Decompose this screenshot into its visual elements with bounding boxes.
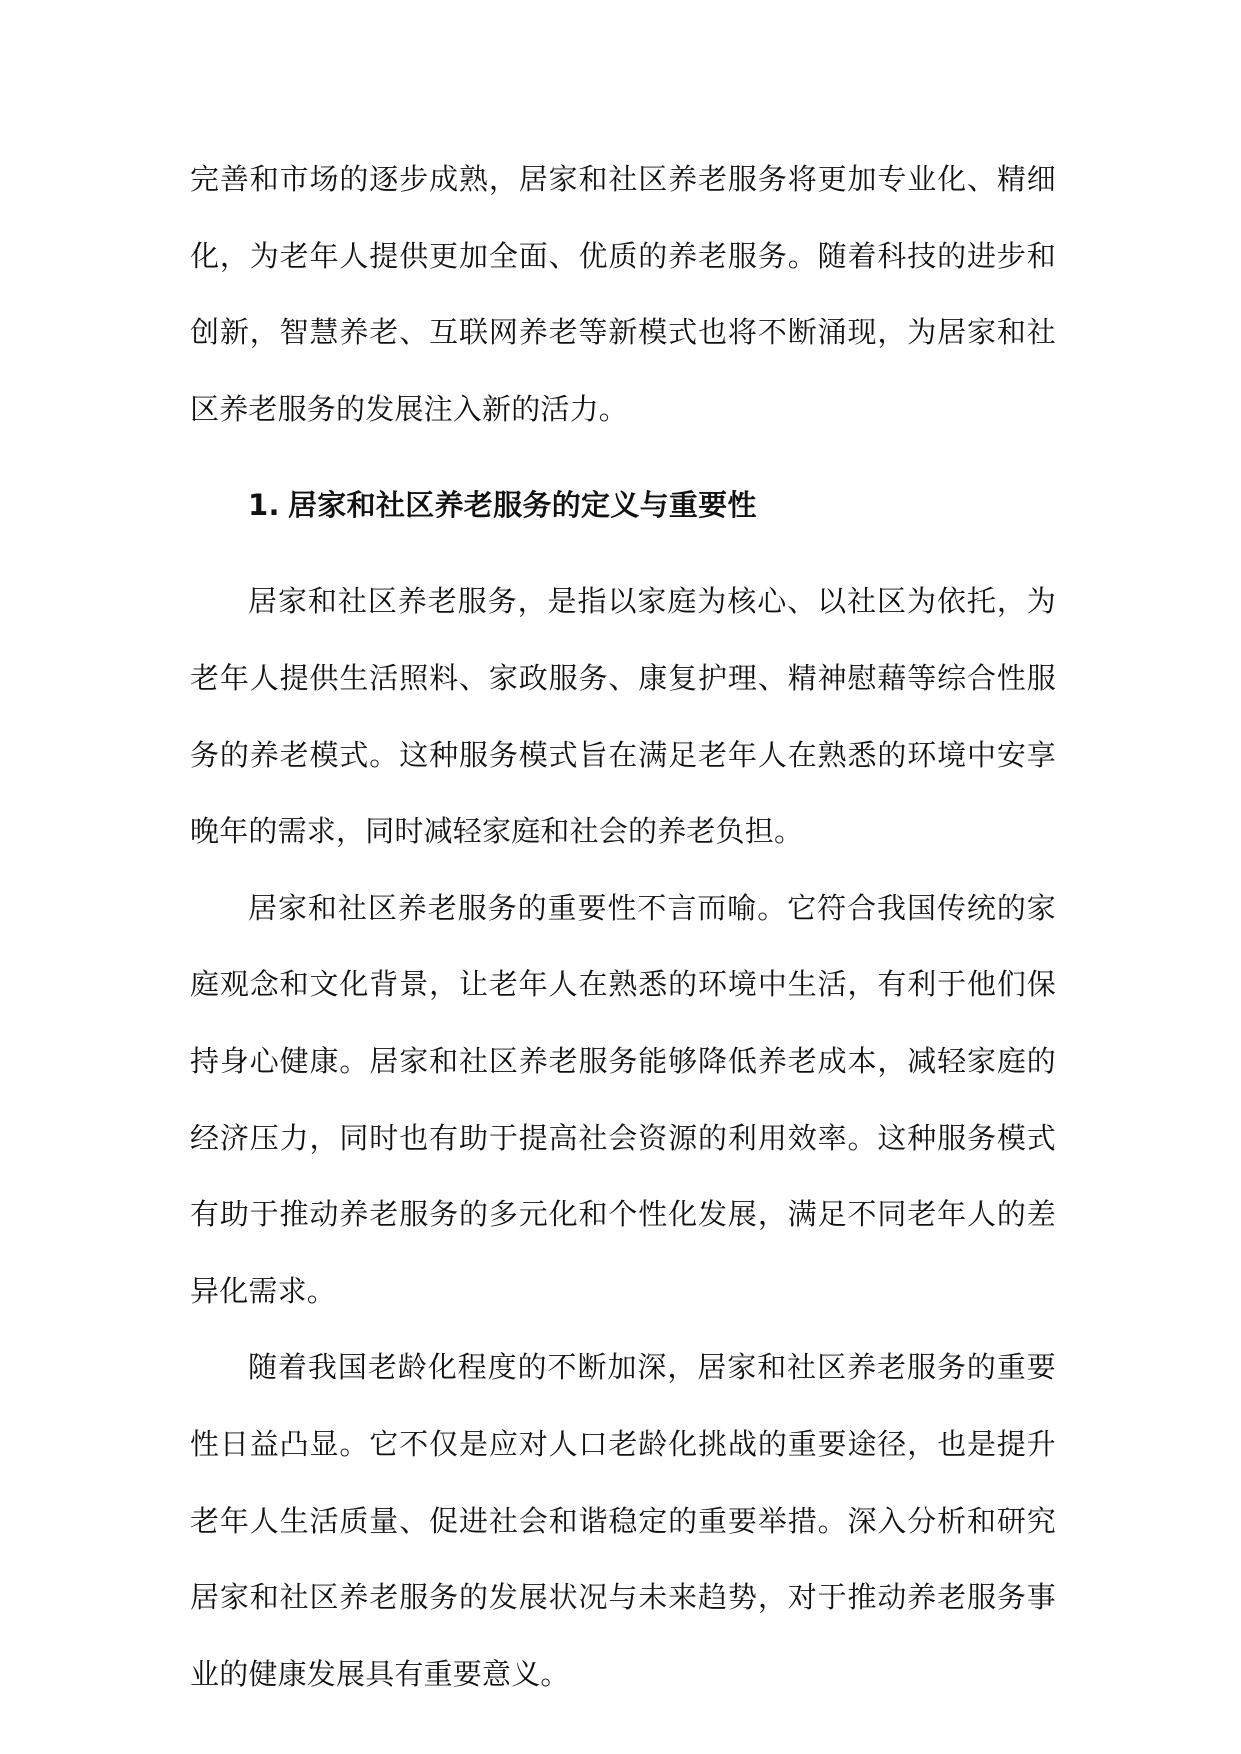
paragraph-definition: 居家和社区养老服务，是指以家庭为核心、以社区为依托，为老年人提供生活照料、家政服务、康复护理、精神慰藉等综合性服务的养老模式。这种服务模式旨在满足老年人在熟悉的环境中安享晚年的需求，同时减轻家庭和社会的养老负担。 (190, 584, 1056, 849)
section-title: 居家和社区养老服务的定义与重要性 (288, 488, 757, 523)
document-body (190, 141, 1056, 1712)
section-number: 1. (248, 488, 280, 523)
paragraph-importance: 居家和社区养老服务的重要性不言而喻。它符合我国传统的家庭观念和文化背景，让老年人在熟悉的环境中生活，有利于他们保持身心健康。居家和社区养老服务能够降低养老成本，减轻家庭的经济压力，同时也有助于提高社会资源的利用效率。这种服务模式有助于推动养老服务的多元化和个性化发展，满足不同老年人的差异化需求。 (190, 890, 1056, 1308)
section-heading (190, 467, 1056, 543)
paragraph-continued: 完善和市场的逐步成熟，居家和社区养老服务将更加专业化、精细化，为老年人提供更加全面、优质的养老服务。随着科技的进步和创新，智慧养老、互联网养老等新模式也将不断涌现，为居家和社区养老服务的发展注入新的活力。 (190, 162, 1056, 426)
paragraph-significance: 随着我国老龄化程度的不断加深，居家和社区养老服务的重要性日益凸显。它不仅是应对人口老龄化挑战的重要途径，也是提升老年人生活质量、促进社会和谐稳定的重要举措。深入分析和研究居家和社区养老服务的发展状况与未来趋势，对于推动养老服务事业的健康发展具有重要意义。 (190, 1350, 1056, 1691)
